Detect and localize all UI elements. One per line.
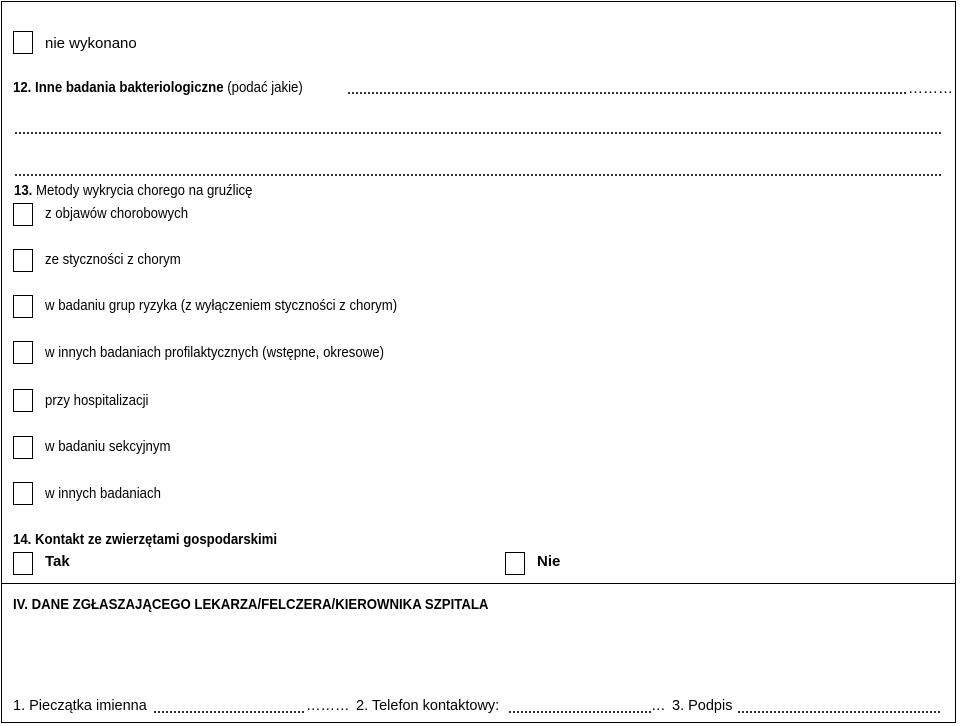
section-12-heading <box>13 79 303 97</box>
option-tak-label: Tak <box>45 553 70 570</box>
section-12-dotted-line-2[interactable] <box>14 132 942 134</box>
option-objawy-label: z objawów chorobowych <box>45 205 189 222</box>
section-14-title: 14. Kontakt ze zwierzętami gospodarskimi <box>13 531 278 548</box>
checkbox-grupy-ryzyka[interactable] <box>13 295 33 318</box>
footer-field-telefon-label: 2. Telefon kontaktowy: <box>356 698 500 714</box>
form-frame <box>1 1 956 723</box>
option-nie-wykonano-label: nie wykonano <box>45 35 137 52</box>
section-12-hint: (podać jakie) <box>227 79 303 96</box>
footer-field-telefon-dots[interactable] <box>508 711 651 713</box>
section-13-number: 13. <box>14 182 33 199</box>
footer-field-podpis-dots[interactable] <box>737 711 942 713</box>
checkbox-tak[interactable] <box>13 552 33 575</box>
footer-field-pieczatka-tail: ……… <box>306 698 350 714</box>
option-stycznosc-label: ze styczności z chorym <box>45 251 181 268</box>
option-inne-badania-label: w innych badaniach <box>45 485 161 502</box>
checkbox-profilaktyczne[interactable] <box>13 341 33 364</box>
option-hospitalizacja-label: przy hospitalizacji <box>45 392 149 409</box>
option-sekcyjne-label: w badaniu sekcyjnym <box>45 438 171 455</box>
section-divider <box>1 583 956 584</box>
footer-field-podpis-label: 3. Podpis <box>672 698 733 714</box>
checkbox-stycznosc[interactable] <box>13 249 33 272</box>
section-12-dotted-line-3[interactable] <box>14 174 942 176</box>
section-12-dotted-line-1[interactable] <box>347 92 907 94</box>
section-iv-title: IV. DANE ZGŁASZAJĄCEGO LEKARZA/FELCZERA/KIEROWNIKA SZPITALA <box>13 596 489 613</box>
footer-field-pieczatka-label: 1. Pieczątka imienna <box>13 698 147 714</box>
section-12-title: Inne badania bakteriologiczne <box>35 79 224 96</box>
section-12-number: 12. <box>13 79 32 96</box>
option-profilaktyczne-label: w innych badaniach profilaktycznych (wstępne, okresowe) <box>45 344 384 361</box>
checkbox-hospitalizacja[interactable] <box>13 389 33 412</box>
option-nie-label: Nie <box>537 553 561 570</box>
checkbox-inne-badania[interactable] <box>13 482 33 505</box>
checkbox-objawy[interactable] <box>13 203 33 226</box>
option-grupy-ryzyka-label: w badaniu grup ryzyka (z wyłączeniem styczności z chorym) <box>45 297 398 314</box>
checkbox-sekcyjne[interactable] <box>13 436 33 459</box>
section-13-title: Metody wykrycia chorego na gruźlicę <box>36 182 253 199</box>
checkbox-nie-wykonano[interactable] <box>13 31 33 54</box>
section-12-line-end: ……… <box>908 80 953 97</box>
section-13-heading <box>14 182 254 200</box>
checkbox-nie[interactable] <box>505 552 525 575</box>
footer-field-pieczatka-dots[interactable] <box>153 711 306 713</box>
footer-field-telefon-tail: … <box>651 698 666 714</box>
